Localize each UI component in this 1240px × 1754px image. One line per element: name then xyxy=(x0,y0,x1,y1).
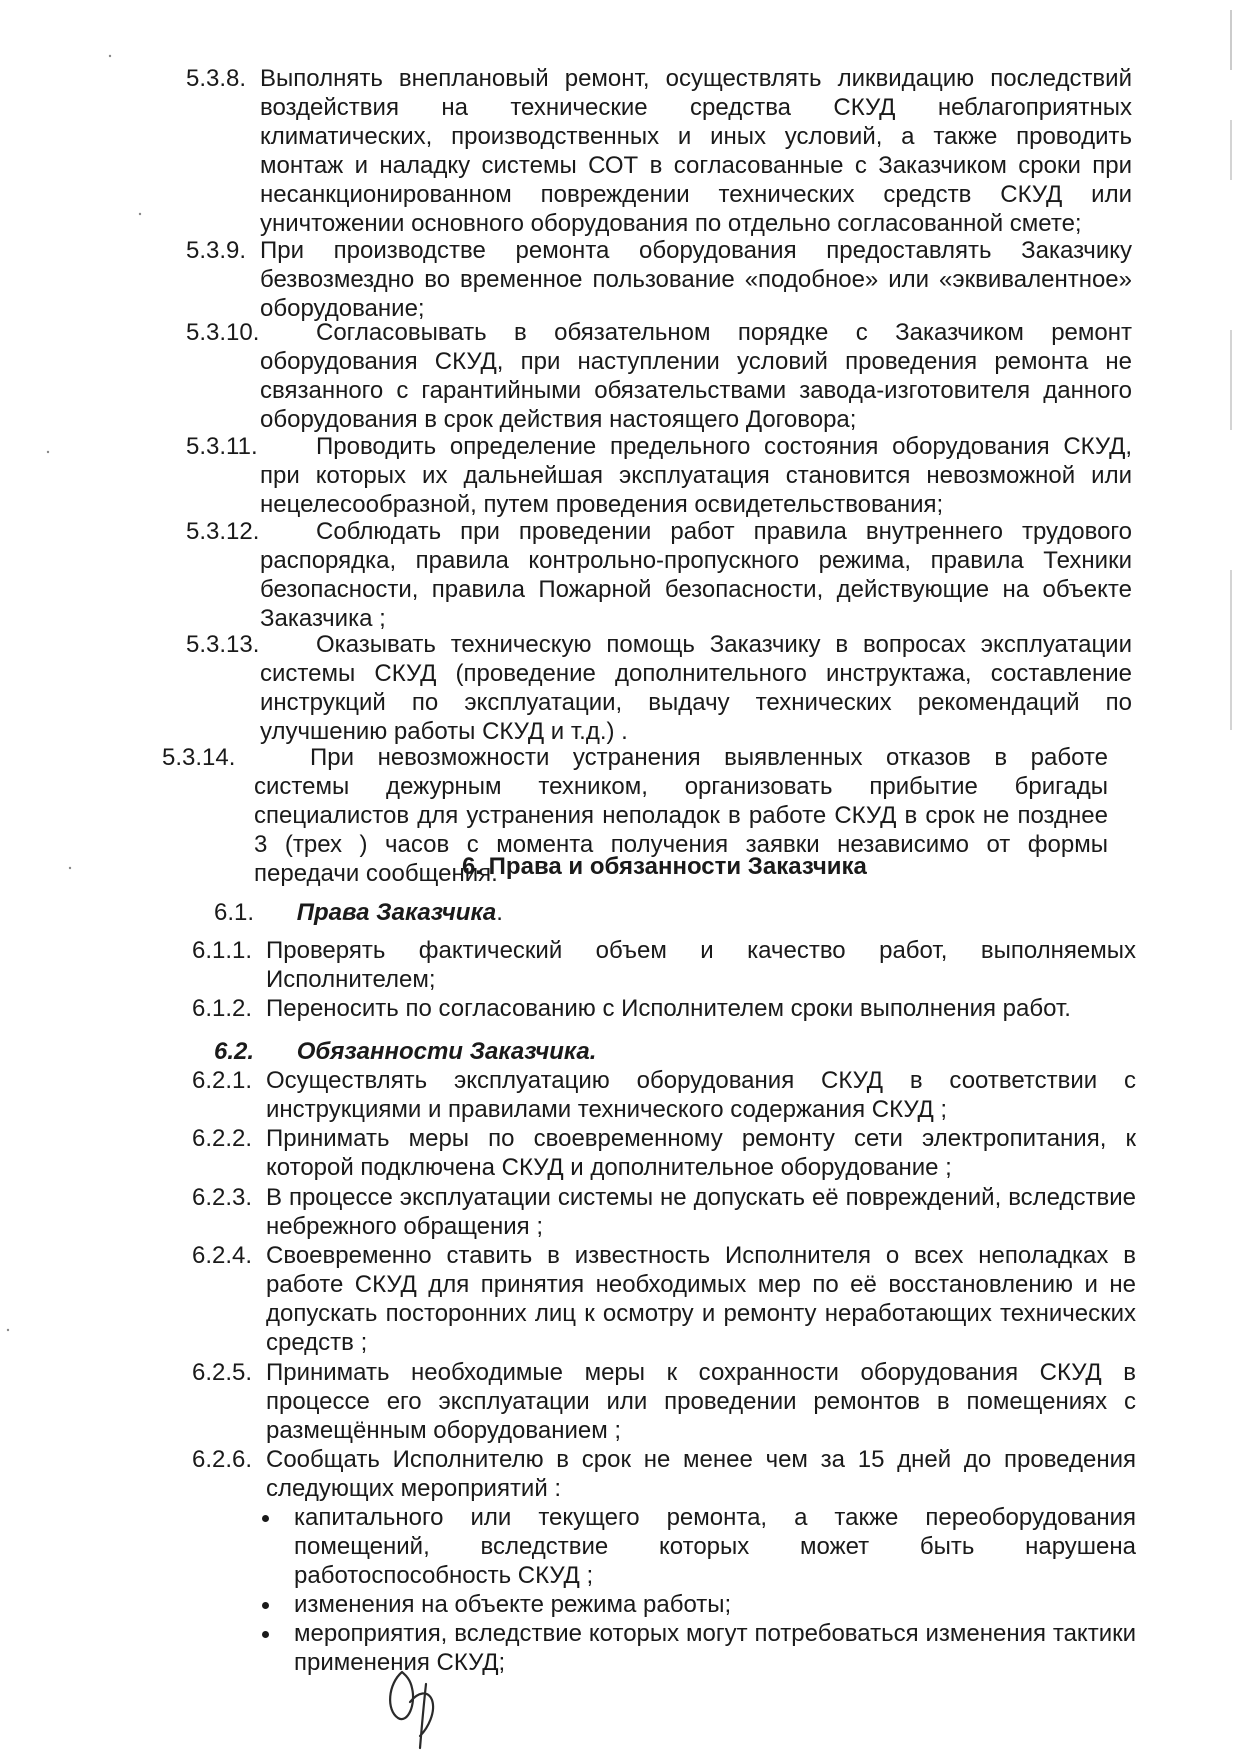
clause-text: В процессе эксплуатации системы не допускать её повреждений, вследствие небрежного обращения ; xyxy=(266,1184,1136,1240)
clause-text: Принимать необходимые меры к сохранности оборудования СКУД в процессе его эксплуатации или проведении ремонтов в помещениях с размещённым оборудованием ; xyxy=(266,1359,1136,1444)
clause-text: Переносить по согласованию с Исполнителем сроки выполнения работ. xyxy=(266,995,1071,1022)
clause-number: 5.3.12. xyxy=(186,518,260,545)
bullet-text: изменения на объекте режима работы; xyxy=(294,1591,732,1618)
subsection-title: Права Заказчика xyxy=(296,899,497,926)
clause-number: 5.3.14. xyxy=(162,744,236,771)
bullet-text: мероприятия, вследствие которых могут потребоваться изменения тактики применения СКУД; xyxy=(294,1620,1136,1676)
clause-number: 5.3.11. xyxy=(186,433,258,460)
clause-text: Выполнять внеплановый ремонт, осуществлять ликвидацию последствий воздействия на технические средства СКУД неблагоприятных климатических, производственных и иных условий, а также проводить монтаж и наладку системы СОТ в согласованные с Заказчиком сроки при несанкционированном повреждении технических средств СКУД или уничтожении основного оборудования по отдельно согласованной смете; xyxy=(260,65,1132,237)
clause-number: 6.2.6. xyxy=(192,1446,253,1473)
clause-number: 5.3.8. xyxy=(186,65,247,92)
subsection-number: 6.1. xyxy=(214,899,255,926)
clause-text: При производстве ремонта оборудования предоставлять Заказчику безвозмездно во временное пользование «подобное» или «эквивалентное» оборудование; xyxy=(260,237,1132,322)
clause-number: 6.2.3. xyxy=(192,1184,253,1211)
clause-number: 5.3.10. xyxy=(186,319,260,346)
clause-text: Проверять фактический объем и качество работ, выполняемых Исполнителем; xyxy=(266,937,1136,993)
clause-number: 5.3.9. xyxy=(186,237,247,264)
clause-text: Согласовывать в обязательном порядке с Заказчиком ремонт оборудования СКУД, при наступлении условий проведения ремонта не связанного с гарантийными обязательствами завода-изготовителя данного оборудования в срок действия настоящего Договора; xyxy=(260,319,1132,433)
clause-number: 5.3.13. xyxy=(186,631,260,658)
bullet-text: капитального или текущего ремонта, а также переоборудования помещений, вследствие которых может быть нарушена работоспособность СКУД ; xyxy=(294,1504,1136,1589)
clause-number: 6.2.1. xyxy=(192,1067,253,1094)
clause-number: 6.2.5. xyxy=(192,1359,253,1386)
clause-number: 6.2.4. xyxy=(192,1242,253,1269)
subsection-number: 6.2. xyxy=(214,1038,255,1065)
clause-text: Сообщать Исполнителю в срок не менее чем за 15 дней до проведения следующих мероприятий : xyxy=(266,1446,1136,1502)
clause-number: 6.2.2. xyxy=(192,1125,253,1152)
clause-number: 6.1.2. xyxy=(192,995,253,1022)
subsection-title-period: . xyxy=(496,899,503,926)
subsection-title: Обязанности Заказчика. xyxy=(296,1038,597,1065)
clause-text: Принимать меры по своевременному ремонту сети электропитания, к которой подключена СКУД и дополнительное оборудование ; xyxy=(266,1125,1136,1181)
clause-text: Своевременно ставить в известность Исполнителя о всех неполадках в работе СКУД для принятия необходимых мер по её восстановлению и не допускать посторонних лиц к осмотру и ремонту неработающих технических средств ; xyxy=(266,1242,1136,1356)
clause-text: Проводить определение предельного состояния оборудования СКУД, при которых их дальнейшая эксплуатация становится невозможной или нецелесообразной, путем проведения освидетельствования; xyxy=(260,433,1132,518)
clause-text: Соблюдать при проведении работ правила внутреннего трудового распорядка, правила контрольно-пропускного режима, правила Техники безопасности, правила Пожарной безопасности, действующие на объекте Заказчика ; xyxy=(260,518,1132,632)
section-heading: 6. Права и обязанности Заказчика xyxy=(462,853,867,880)
clause-text: Осуществлять эксплуатацию оборудования СКУД в соответствии с инструкциями и правилами технического содержания СКУД ; xyxy=(266,1067,1136,1123)
clause-text: При невозможности устранения выявленных отказов в работе системы дежурным техником, организовать прибытие бригады специалистов для устранения неполадок в работе СКУД в срок не позднее 3 (трех ) часов с момента получения заявки независимо от формы передачи сообщения. xyxy=(254,744,1108,887)
clause-text: Оказывать техническую помощь Заказчику в вопросах эксплуатации системы СКУД (проведение дополнительного инструктажа, составление инструкций по эксплуатации, выдачу технических рекомендаций по улучшению работы СКУД и т.д.) . xyxy=(260,631,1132,745)
clause-number: 6.1.1. xyxy=(192,937,253,964)
